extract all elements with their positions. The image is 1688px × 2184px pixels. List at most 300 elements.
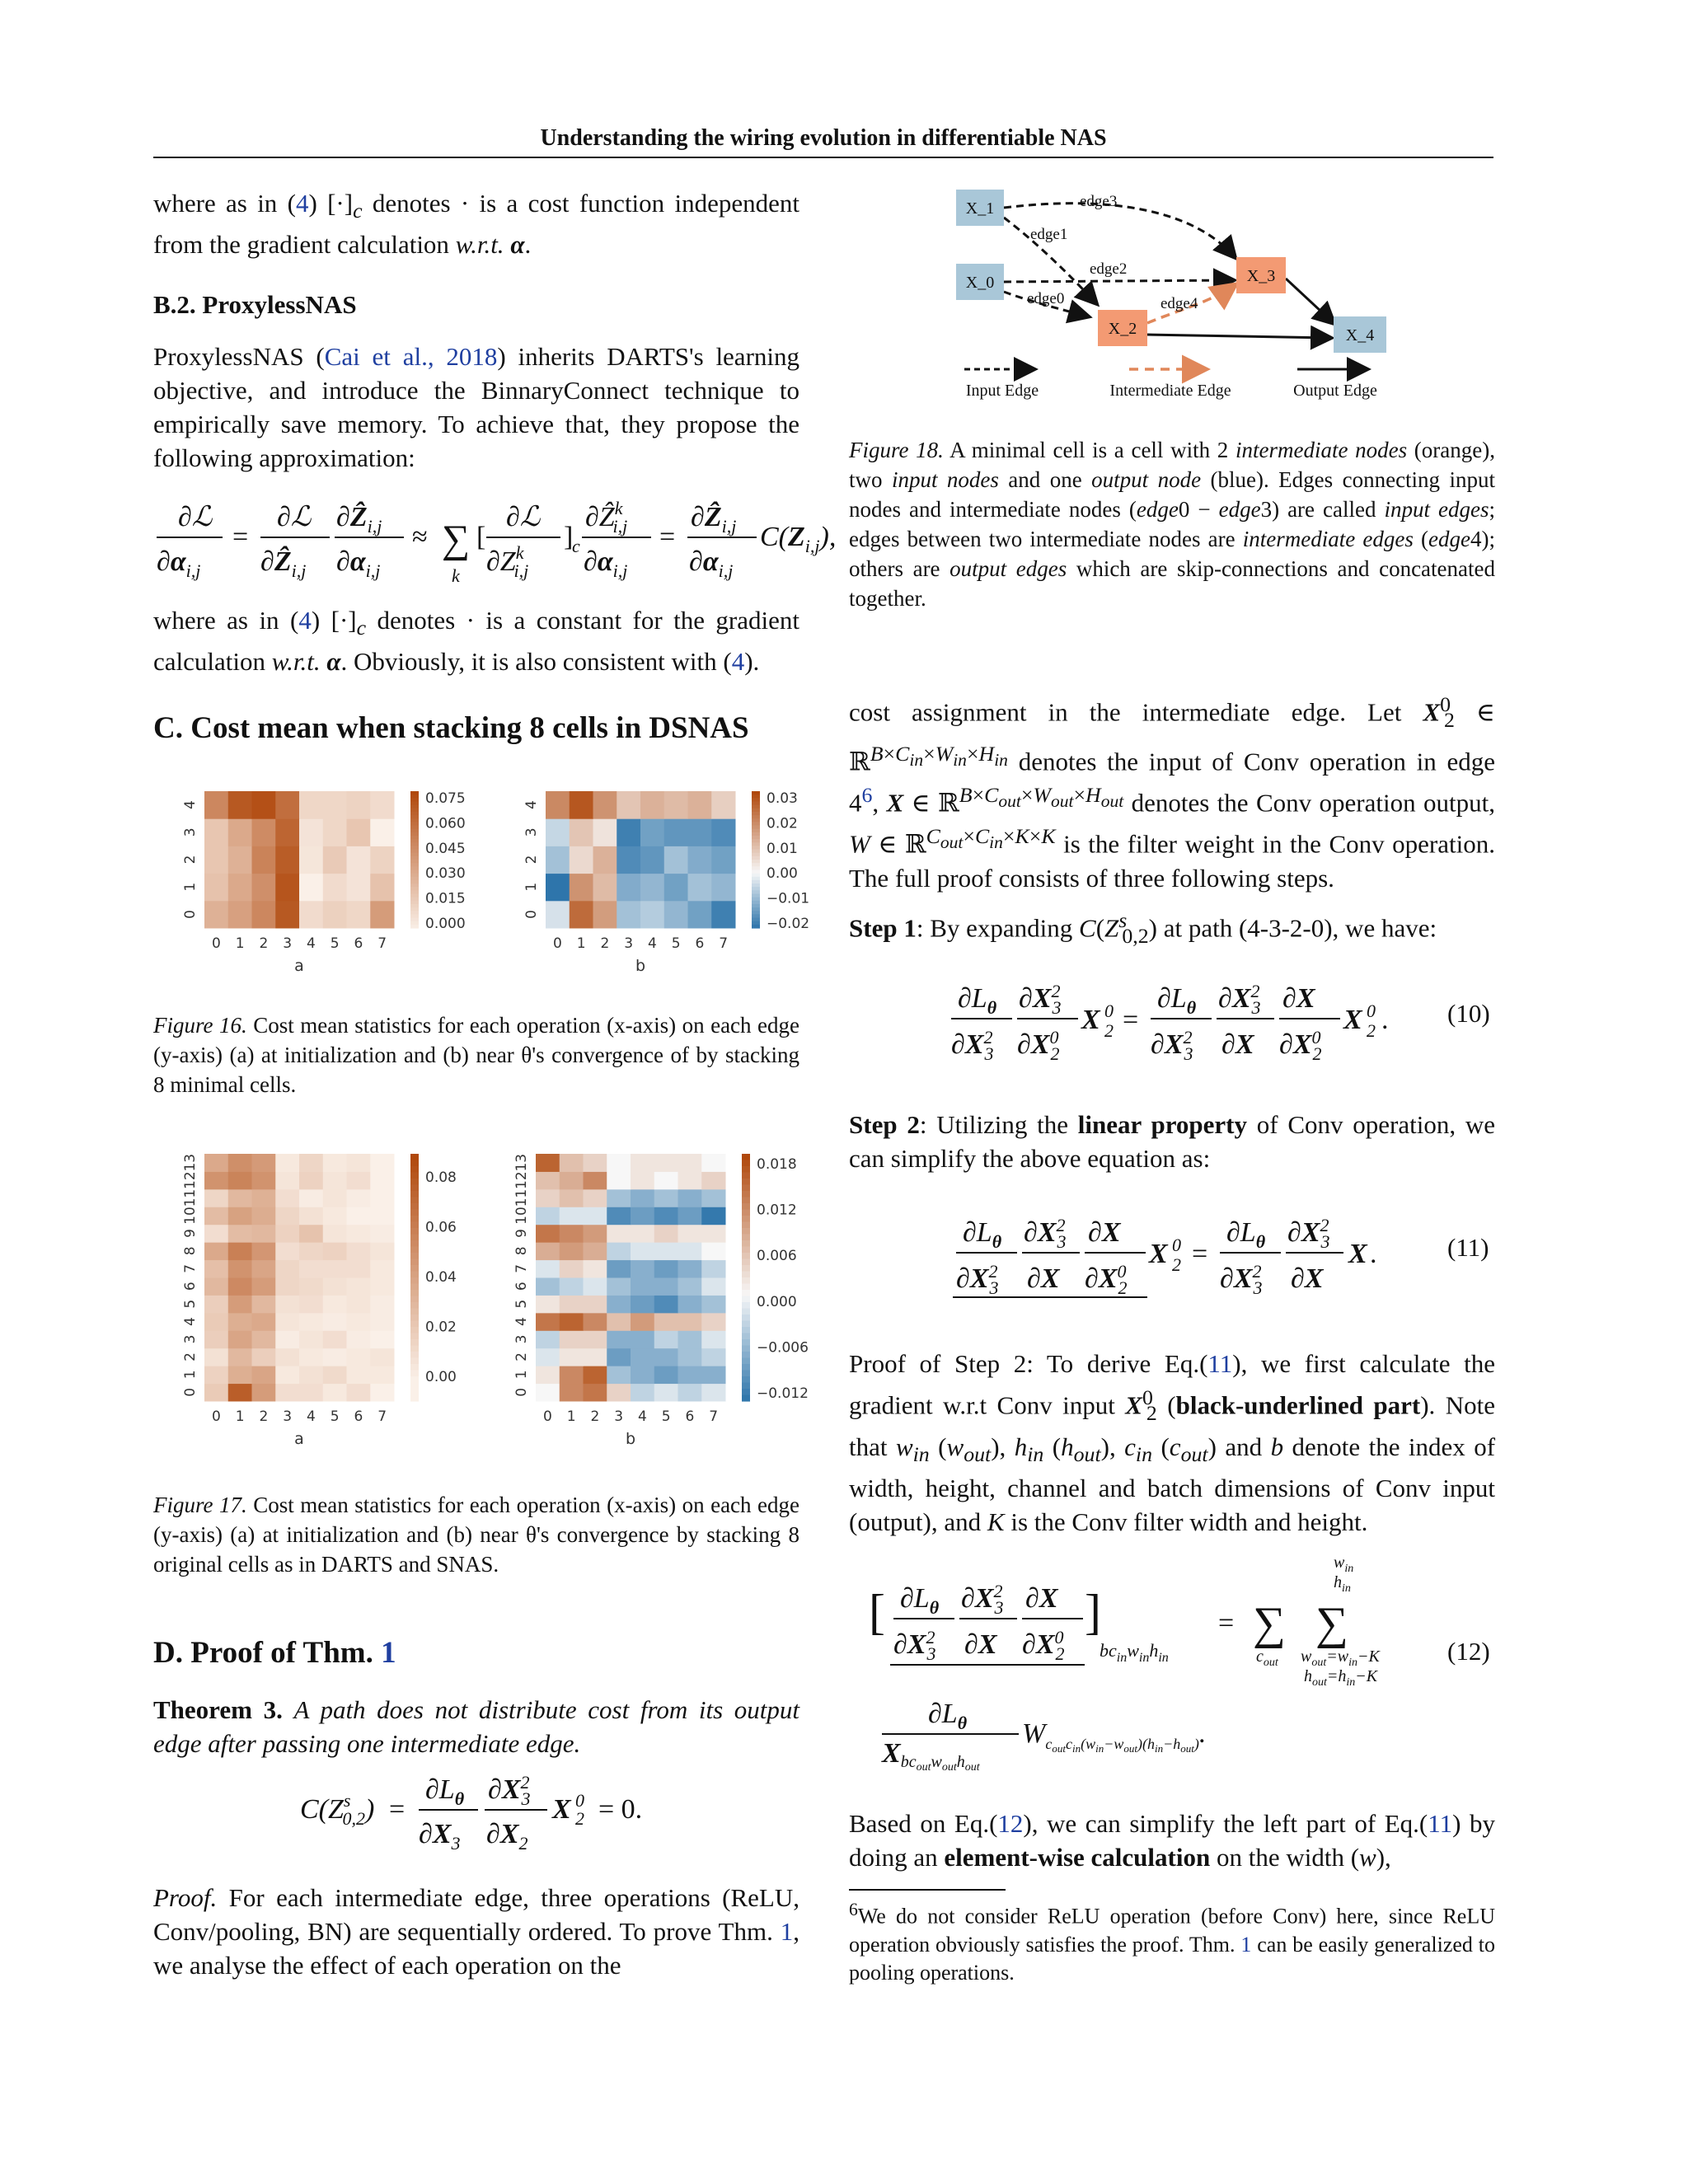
heatmap-cell [631, 1171, 654, 1189]
colorbar-segment [742, 1259, 750, 1266]
heatmap-cell [584, 1189, 607, 1207]
colorbar-segment [410, 914, 419, 918]
heatmap-cell [678, 1330, 702, 1348]
heatmap-cell [275, 1242, 299, 1260]
colorbar-segment [410, 1253, 419, 1259]
colorbar-segment [410, 1179, 419, 1185]
heatmap-cell [252, 1260, 276, 1278]
heatmap-cell [323, 1207, 347, 1225]
svg-text:=: = [1192, 1239, 1208, 1269]
svg-text:2: 2 [1172, 1254, 1181, 1275]
svg-text:c: c [572, 536, 580, 556]
colorbar-segment [742, 1265, 750, 1272]
svg-text:∑: ∑ [442, 518, 471, 561]
heatmap-cell [654, 1171, 678, 1189]
x-tick-label: 1 [576, 935, 586, 952]
heatmap-cell [228, 1366, 252, 1384]
heatmap-cell [631, 1313, 654, 1331]
heatmap-cell [593, 791, 617, 819]
svg-text:∂X: ∂X [1282, 983, 1315, 1014]
svg-text:∂Ẑi,j: ∂Ẑ$_{i,j}$ [691, 502, 737, 537]
heatmap-cell [204, 1242, 228, 1260]
svg-text:∂ℒ: ∂ℒ [178, 502, 213, 532]
svg-text:∂αi,j: $\partial\alpha_{i,j}$ [336, 546, 381, 581]
figure18-diagram [948, 178, 1409, 409]
svg-text:2: 2 [1104, 1020, 1114, 1041]
heatmap-cell [640, 818, 664, 846]
heatmap-cell [701, 1260, 725, 1278]
x-tick-label: 6 [695, 935, 705, 952]
y-tick-label: 11 [513, 1188, 530, 1207]
heatmap-cell [631, 1242, 654, 1260]
heatmap-cell [711, 901, 735, 929]
heatmap-cell [299, 1366, 323, 1384]
heatmap-cell [664, 791, 688, 819]
colorbar-segment [410, 1296, 419, 1303]
y-tick-label: 10 [182, 1207, 199, 1225]
x-axis-label: a [294, 1430, 304, 1448]
heatmap-cell [347, 1348, 371, 1366]
heatmap-cell [299, 874, 323, 902]
heatmap-cell [536, 1384, 560, 1402]
heatmap-cell [631, 1295, 654, 1313]
colorbar-segment [410, 826, 419, 830]
colorbar-segment [410, 842, 419, 846]
colorbar-segment [410, 1309, 419, 1315]
colorbar-segment [410, 1216, 419, 1222]
output-edge-x2 [1147, 335, 1330, 338]
svg-text:∂X02: $\partial X^0$ 2 [1085, 1261, 1128, 1298]
svg-text:2: 2 [1367, 1020, 1376, 1041]
svg-text:∂Lθ: $\partial L_\theta$ [1157, 983, 1197, 1018]
heatmap-cell [654, 1189, 678, 1207]
heatmap-cell [701, 1189, 725, 1207]
svg-text:∂ℒ: ∂ℒ [506, 502, 541, 532]
heatmap-cell [607, 1242, 631, 1260]
heatmap-cell [536, 1242, 560, 1260]
svg-text:∂αi,j: $\partial\alpha_{i,j}$ [689, 546, 734, 581]
heatmap-cell [228, 1207, 252, 1225]
heatmap-cell [323, 1225, 347, 1243]
heatmap-cell [701, 1277, 725, 1296]
heatmap-cells [536, 1154, 726, 1402]
svg-text:2: 2 [575, 1808, 584, 1829]
heatmap-cell [252, 1207, 276, 1225]
theorem-label: Theorem 3. [153, 1695, 283, 1724]
heatmap-cell [593, 846, 617, 874]
y-tick-label: 2 [523, 855, 540, 865]
svg-text:=: = [1218, 1608, 1235, 1638]
heatmap-cell [323, 846, 347, 874]
svg-text:∂Lθ: $\partial L_\theta$ [928, 1699, 968, 1733]
svg-text:X: X [1081, 1005, 1100, 1035]
heatmap-cell [275, 1313, 299, 1331]
heatmap-cell [299, 1242, 323, 1260]
heatmap-cell [370, 1330, 394, 1348]
heatmap-cell [688, 846, 712, 874]
svg-text:∂X: ∂X [1088, 1217, 1121, 1248]
svg-text:∂Zki,j: $\partial Z^k$ i,j [486, 542, 529, 581]
svg-text:∂X: ∂X [1025, 1583, 1058, 1614]
heatmap-cell [607, 1313, 631, 1331]
heatmap-cell [678, 1348, 702, 1366]
heatmap-cell [228, 791, 252, 819]
heatmap-cell [654, 1330, 678, 1348]
y-tick-label: 0 [513, 1387, 530, 1397]
heatmap-cell [323, 1295, 347, 1313]
colorbar-segment [410, 1235, 419, 1241]
heatmap-cell [275, 1295, 299, 1313]
heatmap-cell [299, 1207, 323, 1225]
colorbar-segment [742, 1339, 750, 1346]
heatmap-cell [275, 1207, 299, 1225]
svg-text:∂Lθ: $\partial L_\theta$ [958, 983, 997, 1018]
heatmap-cell [607, 1225, 631, 1243]
colorbar-segment [410, 866, 419, 870]
heatmap-cell [688, 874, 712, 902]
svg-text:X: X [1149, 1239, 1168, 1269]
svg-text:∂Ẑi,j: ∂Ẑ$_{i,j}$ [260, 546, 307, 581]
colorbar-segment [410, 883, 419, 888]
colorbar-segment [742, 1302, 750, 1309]
y-tick-label: 13 [513, 1153, 530, 1172]
proxylessnas-paragraph: ProxylessNAS (Cai et al., 2018) inherits DARTS's learning objective, and introduce the BinnaryConnect technique to empirically save memory. To achieve that, they propose the following approximation: [153, 342, 800, 472]
svg-text:k: k [452, 565, 460, 586]
heatmap-cell [546, 818, 570, 846]
heatmap-cell [536, 1154, 560, 1172]
colorbar-segment [410, 1265, 419, 1272]
colorbar-segment [742, 1222, 750, 1229]
heatmap-cell [654, 1277, 678, 1296]
x-tick-label: 2 [590, 1408, 600, 1425]
x-tick-label: 4 [306, 935, 316, 952]
heatmap-cell [607, 1260, 631, 1278]
heatmap-cell [688, 791, 712, 819]
colorbar-segment [410, 1197, 419, 1204]
heatmap-cell [347, 1384, 371, 1402]
edge2-path [1004, 280, 1233, 282]
colorbar-segment [410, 1166, 419, 1173]
colorbar-segment [410, 801, 419, 805]
colorbar-segment [742, 1383, 750, 1390]
svg-text:∂X23: $\partial X^2$ 3 [893, 1627, 936, 1664]
heatmap-cell [711, 874, 735, 902]
heatmap-cell [536, 1189, 560, 1207]
colorbar-segment [410, 829, 419, 833]
svg-text:C(Zs0,2): $C(Z^s$ 0,2) [300, 1790, 375, 1829]
heatmap-cell [560, 1207, 584, 1225]
heatmap-cell [252, 1171, 276, 1189]
svg-text:∂X23: $\partial X^2$ 3 [1220, 1261, 1263, 1298]
heatmap-cell [654, 1295, 678, 1313]
heatmap-cell [228, 901, 252, 929]
colorbar-segment [410, 1346, 419, 1352]
heatmap-cell [252, 1225, 276, 1243]
proof-step2-paragraph: Proof of Step 2: To derive Eq.(11), we first calculate the gradient w.r.t Conv input $X^0_2$ (black-underlined part). Note that $w_{in}$ $(w_{out})$, $h_{in}$ $(h_{out})$, $c_{in}$ $(c_{out})$ and b denote the index of width, height, channel and batch dimensions of Conv input (output), and K is the Conv filter width and height. [849, 1349, 1496, 1536]
heatmap-cell [631, 1260, 654, 1278]
heatmap-cell [654, 1384, 678, 1402]
colorbar-segment [752, 880, 760, 884]
x-tick-label: 0 [542, 1408, 552, 1425]
header-rule [153, 157, 1493, 158]
figure18-caption: Figure 18. A minimal cell is a cell with 2 intermediate nodes (orange), two input nodes and one output node (blue). Edges connecting input nodes and intermediate nodes (edge0 − edge3) are called input edges; edges between two intermediate nodes are intermediate edges (edge4); others are output edges which are skip-connections and concatenated together. [849, 438, 1495, 611]
svg-text:∂X23: $\partial X^2$ 3 [951, 1027, 994, 1064]
heatmap-cell [370, 1225, 394, 1243]
colorbar-tick-label: 0.045 [425, 840, 466, 857]
heatmap-cell [584, 1207, 607, 1225]
heatmap-cell [347, 791, 371, 819]
x-tick-label: 1 [235, 1408, 245, 1425]
heatmap-cell [607, 1295, 631, 1313]
y-tick-label: 0 [182, 1387, 199, 1397]
colorbar-segment [752, 918, 760, 922]
colorbar-segment [752, 829, 760, 833]
x-tick-label: 7 [719, 935, 729, 952]
colorbar-segment [752, 794, 760, 799]
svg-text:∂X23: $\partial X^2$ 3 [1151, 1027, 1193, 1064]
colorbar-segment [410, 1290, 419, 1296]
heatmap-cell [664, 874, 688, 902]
heatmap-cell [560, 1260, 584, 1278]
svg-text:]: ] [564, 522, 574, 552]
heatmap-cell [607, 1384, 631, 1402]
svg-text:∂αi,j: $\partial\alpha_{i,j}$ [584, 546, 628, 581]
output-edge-x3 [1286, 279, 1334, 323]
heatmap-cell [323, 1171, 347, 1189]
heatmap-cell [701, 1330, 725, 1348]
colorbar-tick-label: 0.02 [767, 815, 798, 832]
heatmap-cell [584, 1260, 607, 1278]
colorbar-segment [742, 1179, 750, 1185]
colorbar-segment [752, 853, 760, 857]
colorbar-segment [752, 791, 760, 795]
node-x4-label: X_4 [1345, 326, 1375, 344]
heatmap-cell [204, 1330, 228, 1348]
heatmap-cell [299, 1225, 323, 1243]
section-heading-b2: B.2. ProxylessNAS [153, 290, 357, 319]
svg-text:∂αi,j: $\partial\alpha_{i,j}$ [157, 546, 201, 581]
heatmap-cell [252, 1189, 276, 1207]
heatmap-cell [631, 1348, 654, 1366]
colorbar-segment [752, 805, 760, 809]
heatmap-cell [252, 1242, 276, 1260]
heatmap-cell [204, 1295, 228, 1313]
heatmap-cell [204, 846, 228, 874]
heatmap-cell [584, 1313, 607, 1331]
colorbar-segment [410, 1160, 419, 1167]
svg-text:X: X [552, 1794, 571, 1825]
y-tick-label: 11 [182, 1188, 199, 1207]
heatmap-cell [204, 1225, 228, 1243]
heatmap-cells [204, 791, 395, 929]
colorbar-segment [742, 1309, 750, 1315]
heatmap-cell [536, 1348, 560, 1366]
colorbar-segment [742, 1315, 750, 1321]
after-equation-paragraph: where as in (4) $[\cdot]_c$ denotes · is a constant for the gradient calculation w.r.t. α. Obviously, it is also consistent with (4). [153, 606, 799, 677]
heatmap-cell [536, 1295, 560, 1313]
colorbar-segment [410, 1383, 419, 1390]
colorbar-segment [410, 1228, 419, 1235]
svg-text:= 0.: = 0. [598, 1794, 643, 1825]
heatmap-cell [607, 1277, 631, 1296]
heatmap-cell [560, 1366, 584, 1384]
heatmap-cell [323, 818, 347, 846]
heatmap-cell [688, 901, 712, 929]
heatmap-cell [664, 846, 688, 874]
svg-text:∂X: ∂X [1027, 1263, 1060, 1294]
colorbar-segment [410, 860, 419, 864]
colorbar-segment [752, 911, 760, 915]
heatmap-cell [570, 874, 593, 902]
colorbar-tick-label: 0.015 [425, 890, 466, 907]
heatmap-cell [228, 1242, 252, 1260]
heatmap-cell [275, 1330, 299, 1348]
heatmap-cell [228, 1313, 252, 1331]
x-tick-label: 4 [637, 1408, 647, 1425]
x-tick-label: 4 [647, 935, 657, 952]
y-tick-label: 0 [523, 909, 540, 919]
theorem-text: A path does not distribute cost from its output edge after passing one intermediate edge. [153, 1695, 799, 1758]
heatmap-cell [228, 1225, 252, 1243]
svg-text:wout=win−K: $w_{out}=w_{in}-K$ [1301, 1647, 1380, 1669]
svg-text:∂X3: $\partial X_3$ [419, 1819, 461, 1854]
x-axis-label: a [294, 957, 304, 975]
heatmap-cell [228, 1330, 252, 1348]
colorbar-segment [742, 1228, 750, 1235]
heatmap-cell [370, 1384, 394, 1402]
equation-11 [953, 1212, 1414, 1310]
heatmap-cell [631, 1154, 654, 1172]
colorbar-segment [742, 1235, 750, 1241]
heatmap-cell [275, 1189, 299, 1207]
colorbar-segment [752, 860, 760, 864]
heatmap-cell [323, 1277, 347, 1296]
y-tick-label: 12 [513, 1171, 530, 1189]
colorbar-segment [742, 1389, 750, 1395]
y-tick-label: 9 [513, 1229, 530, 1238]
heatmap-cell [584, 1384, 607, 1402]
y-tick-label: 7 [182, 1263, 199, 1273]
heatmap-cell [560, 1348, 584, 1366]
figure17-caption-text: Cost mean statistics for each operation (x-axis) on each edge (y-axis) (a) at initialization and (b) near θ's convergence by stacking 8 original cells as in DARTS and SNAS. [153, 1493, 799, 1577]
colorbar-segment [410, 1272, 419, 1278]
svg-text:hin: $h_{in}$ [1334, 1573, 1351, 1595]
heatmap-cell [347, 1189, 371, 1207]
colorbar-segment [410, 1352, 419, 1358]
heatmap-cell [654, 1242, 678, 1260]
colorbar-segment [752, 890, 760, 894]
colorbar-segment [410, 1210, 419, 1216]
heatmap-cell [252, 1348, 276, 1366]
figure16b-heatmap [491, 781, 813, 979]
heatmap-cell [299, 1277, 323, 1296]
y-tick-label: 8 [182, 1246, 199, 1256]
colorbar-segment [742, 1203, 750, 1210]
colorbar-segment [410, 907, 419, 912]
svg-text:∑: ∑ [1315, 1598, 1348, 1649]
y-tick-label: 3 [182, 1334, 199, 1344]
node-x2-label: X_2 [1108, 320, 1137, 338]
svg-text:.: . [1381, 1005, 1389, 1035]
figure17-caption-label: Figure 17. [153, 1493, 247, 1517]
colorbar-segment [410, 925, 419, 929]
heatmap-cell [370, 818, 394, 846]
svg-text:∂Lθ: $\partial L_\theta$ [963, 1217, 1002, 1252]
theorem-3 [153, 1693, 799, 1760]
heatmap-cell [654, 1366, 678, 1384]
colorbar-segment [410, 1321, 419, 1328]
heatmap-cell [275, 791, 299, 819]
heatmap-cell [701, 1154, 725, 1172]
heatmap-cell [299, 1330, 323, 1348]
heatmap-cell [678, 1207, 702, 1225]
colorbar-tick-label: 0.012 [757, 1202, 797, 1219]
colorbar-segment [752, 874, 760, 878]
heatmap-cell [275, 1366, 299, 1384]
heatmap-cell [701, 1171, 725, 1189]
heatmap-cell [560, 1313, 584, 1331]
colorbar-tick-label: 0.00 [425, 1369, 457, 1385]
colorbar-segment [410, 836, 419, 840]
step1-label: Step 1 [849, 913, 917, 943]
heatmap-cell [593, 901, 617, 929]
colorbar-tick-label: 0.030 [425, 865, 466, 883]
colorbar-segment [742, 1333, 750, 1340]
legend-intermediate-edge: Intermediate Edge [1109, 382, 1231, 400]
heatmap-cell [536, 1260, 560, 1278]
y-tick-label: 1 [513, 1370, 530, 1380]
heatmap-cell [631, 1207, 654, 1225]
heatmap-cell [370, 1242, 394, 1260]
svg-text:Wcoutcin(win−wout)(hin−hout).: $W_coutcin(win-wout)(hin-hout)$. [1022, 1718, 1207, 1755]
svg-text:.: . [1370, 1239, 1377, 1269]
colorbar-segment [410, 791, 419, 795]
step2-text-a: : Utilizing the [919, 1110, 1078, 1139]
heatmap-cell [323, 1348, 347, 1366]
svg-text:∂X23: $\partial X^2$ 3 [961, 1581, 1004, 1618]
colorbar-tick-label: −0.006 [757, 1339, 809, 1357]
colorbar-segment [410, 818, 419, 823]
heatmap-cell [252, 1295, 276, 1313]
heatmap-cell [607, 1189, 631, 1207]
edge-label-edge3: edge3 [1080, 193, 1118, 210]
colorbar-tick-label: 0.08 [425, 1169, 457, 1186]
y-tick-label: 4 [513, 1317, 530, 1326]
colorbar-segment [752, 894, 760, 898]
figure17b-heatmap [478, 1147, 808, 1460]
heatmap-cell [275, 1277, 299, 1296]
colorbar-segment [410, 1173, 419, 1179]
heatmap-cell [299, 1189, 323, 1207]
equation-10-number: (10) [1447, 999, 1490, 1028]
heatmap-cell [323, 1366, 347, 1384]
colorbar-segment [752, 801, 760, 805]
heatmap-cell [701, 1295, 725, 1313]
node-x0-label: X_0 [965, 274, 995, 292]
colorbar-segment [752, 798, 760, 802]
x-tick-label: 7 [377, 1408, 387, 1425]
colorbar-segment [742, 1395, 750, 1402]
y-tick-label: 7 [513, 1263, 530, 1273]
equation-proxyless [153, 498, 837, 596]
y-tick-label: 5 [513, 1299, 530, 1309]
heatmap-cell [631, 1330, 654, 1348]
heatmap-cell [640, 791, 664, 819]
colorbar-segment [742, 1216, 750, 1222]
heatmap-cell [228, 1189, 252, 1207]
heatmap-cells [204, 1154, 395, 1402]
section-heading-d: D. Proof of Thm. 1 [153, 1636, 396, 1670]
